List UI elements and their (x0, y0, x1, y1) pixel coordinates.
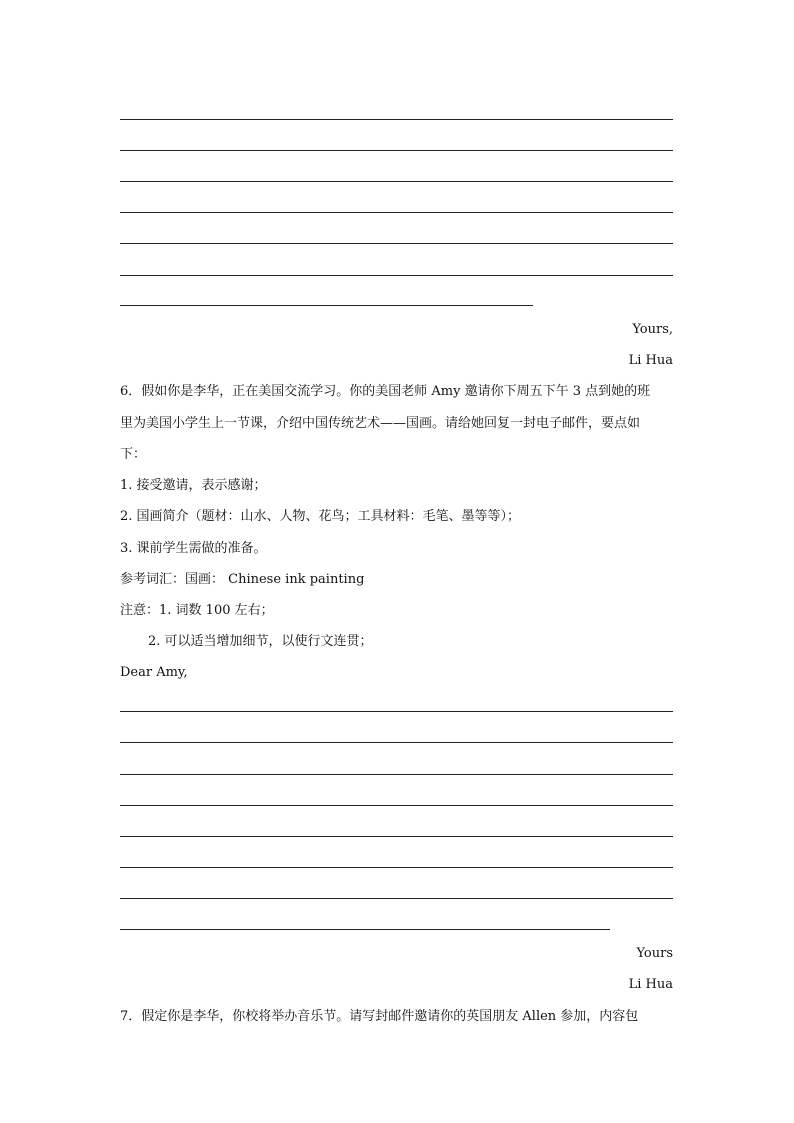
q6-note-1: 注意：1. 词数 100 左右； (120, 603, 274, 618)
writing-line (120, 150, 673, 151)
writing-line (120, 898, 673, 899)
q6-prompt-line-2: 里为美国小学生上一节课，介绍中国传统艺术——国画。请给她回复一封电子邮件，要点如 (120, 416, 641, 431)
q6-salutation: Dear Amy, (120, 665, 188, 680)
q6-prompt-line-1: 6．假如你是李华，正在美国交流学习。你的美国老师 Amy 邀请你下周五下午 3 点到她的班 (120, 384, 651, 399)
writing-line-short (120, 929, 610, 930)
writing-line (120, 711, 673, 712)
writing-line (120, 742, 673, 743)
q6-note-2: 2. 可以适当增加细节，以使行文连贯； (148, 634, 373, 649)
q7-prompt-line-1: 7．假定你是李华，你校将举办音乐节。请写封邮件邀请你的英国朋友 Allen 参加，内容包 (120, 1009, 639, 1024)
writing-line (120, 774, 673, 775)
writing-line (120, 119, 673, 120)
writing-line (120, 836, 673, 837)
q6-point-3: 3. 课前学生需做的准备。 (120, 541, 267, 556)
writing-line (120, 181, 673, 182)
q6-signature: Li Hua (628, 977, 673, 992)
writing-line (120, 212, 673, 213)
q6-vocab: 参考词汇：国画： Chinese ink painting (120, 572, 365, 587)
q6-prompt-line-3: 下： (120, 447, 147, 462)
letter-closing: Yours, (632, 322, 673, 337)
q6-point-2: 2. 国画简介（题材：山水、人物、花鸟；工具材料：毛笔、墨等等）； (120, 509, 521, 524)
q6-closing: Yours (636, 946, 673, 961)
writing-line (120, 805, 673, 806)
writing-line-short (120, 305, 533, 306)
q6-point-1: 1. 接受邀请，表示感谢； (120, 478, 267, 493)
writing-line (120, 867, 673, 868)
writing-line (120, 275, 673, 276)
letter-signature: Li Hua (628, 353, 673, 368)
writing-line (120, 243, 673, 244)
